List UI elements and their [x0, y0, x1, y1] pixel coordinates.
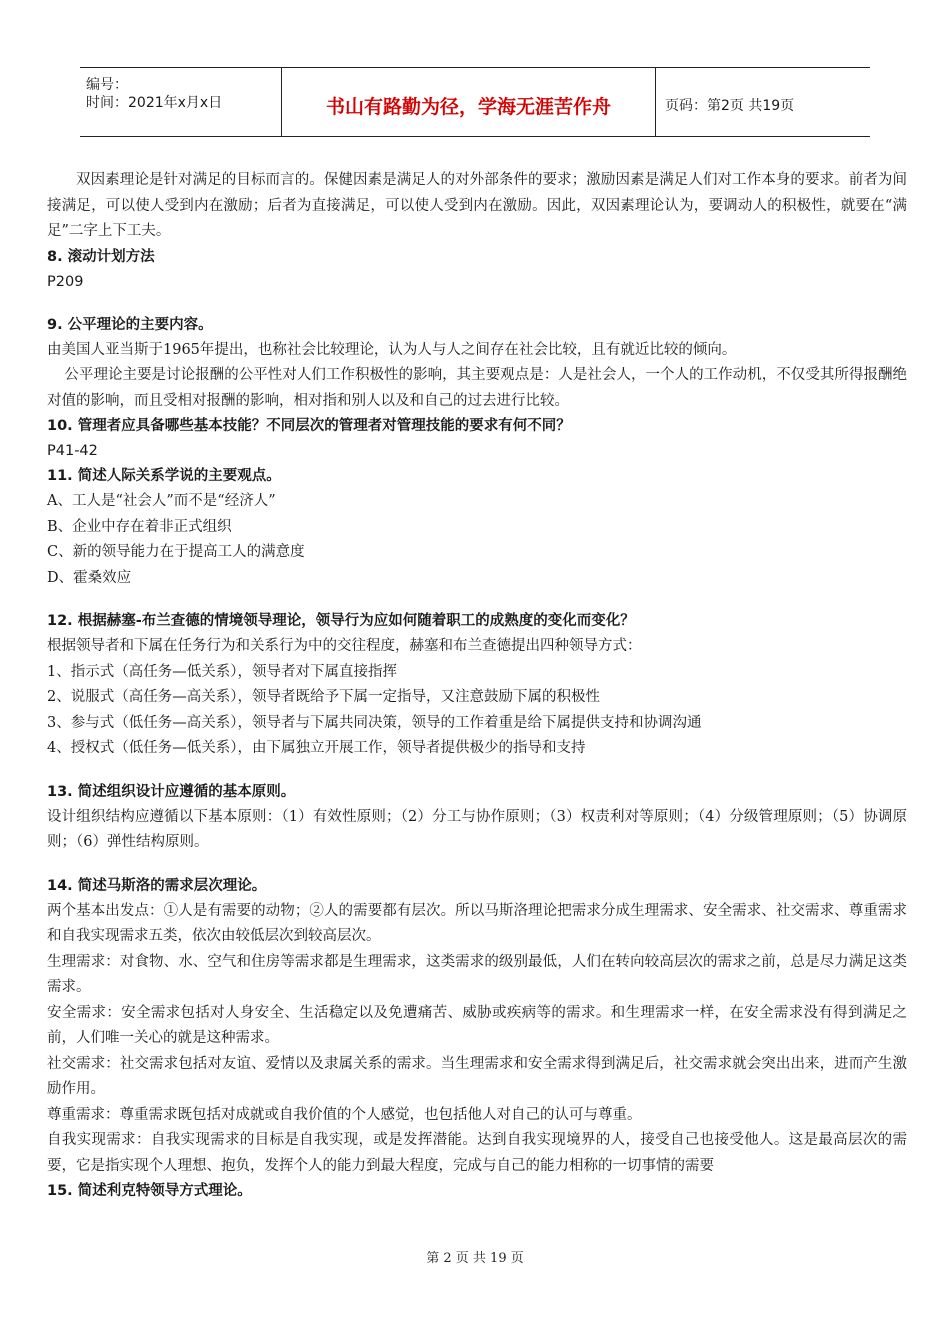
question-12-title: 12. 根据赫塞-布兰查德的情境领导理论，领导行为应如何随着职工的成熟度的变化而变化？	[47, 613, 635, 629]
question-9-paragraph-1: 由美国人亚当斯于1965年提出，也称社会比较理论，认为人与人之间存在社会比较，且有就近比较的倾向。	[47, 341, 737, 358]
question-12-intro: 根据领导者和下属在任务行为和关系行为中的交往程度，赫塞和布兰查德提出四种领导方式：	[47, 638, 642, 654]
page-footer: 第 2 页 共 19 页	[426, 1251, 524, 1266]
maslow-paragraph: 社交需求：社交需求包括对友谊、爱情以及隶属关系的需求。当生理需求和安全需求得到满足后，社交需求就会突出出来，进而产生激励作用。	[47, 1055, 907, 1097]
header-right-cell	[655, 68, 870, 136]
maslow-paragraph: 生理需求：对食物、水、空气和住房等需求都是生理需求，这类需求的级别最低，人们在转向较高层次的需求之前，总是尽力满足这类需求。	[47, 953, 907, 995]
question-15-title: 15. 简述利克特领导方式理论。	[47, 1183, 252, 1199]
question-13-paragraph: 设计组织结构应遵循以下基本原则：（1）有效性原则；（2）分工与协作原则；（3）权责利对等原则；（4）分级管理原则；（5）协调原则；（6）弹性结构原则。	[47, 808, 907, 850]
maslow-paragraph: 自我实现需求：自我实现需求的目标是自我实现，或是发挥潜能。达到自我实现境界的人，接受自己也接受他人。这是最高层次的需要，它是指实现个人理想、抱负，发挥个人的能力到最大程度，完成与自己的能力相称的一切事情的需要	[47, 1132, 907, 1174]
header-table	[80, 67, 870, 137]
list-item: A、工人是“社会人”而不是“经济人”	[47, 493, 276, 509]
header-motto-cell	[281, 68, 656, 136]
question-8-reference: P209	[47, 273, 84, 290]
list-item: B、企业中存在着非正式组织	[47, 518, 232, 535]
time-label: 时间：2021年x月x日	[86, 95, 223, 111]
list-item: 4、授权式（低任务—低关系），由下属独立开展工作，领导者提供极少的指导和支持	[47, 740, 586, 756]
question-11-title: 11. 简述人际关系学说的主要观点。	[47, 468, 281, 484]
question-14-title: 14. 简述马斯洛的需求层次理论。	[47, 877, 267, 894]
question-10-title: 10. 管理者应具备哪些基本技能？不同层次的管理者对管理技能的要求有何不同？	[47, 418, 571, 434]
number-label: 编号：	[86, 77, 128, 93]
two-factor-paragraph: 双因素理论是针对满足的目标而言的。保健因素是满足人的对外部条件的要求；激励因素是满足人们对工作本身的要求。前者为间接满足，可以使人受到内在激励；后者为直接满足，可以使人受到内在激励。因此，双因素理论认为，要调动人的积极性，就要在“满足”二字上下工夫。	[47, 172, 907, 239]
list-item: 2、说服式（高任务—高关系），领导者既给予下属一定指导，又注意鼓励下属的积极性	[47, 689, 600, 705]
question-9-title: 9. 公平理论的主要内容。	[47, 316, 213, 333]
list-item: 3、参与式（低任务—高关系），领导者与下属共同决策，领导的工作着重是给下属提供支持和协调沟通	[47, 714, 702, 731]
document-body	[47, 168, 907, 1204]
question-13-title: 13. 简述组织设计应遵循的基本原则。	[47, 783, 296, 800]
maslow-paragraph: 尊重需求：尊重需求既包括对成就或自我价值的个人感觉，也包括他人对自己的认可与尊重。	[47, 1106, 642, 1123]
page-info: 页码：第2页 共19页	[665, 98, 795, 114]
header-left-cell	[80, 68, 280, 136]
maslow-paragraph: 安全需求：安全需求包括对人身安全、生活稳定以及免遭痛苦、威胁或疾病等的需求。和生理需求一样，在安全需求没有得到满足之前，人们唯一关心的就是这种需求。	[47, 1004, 907, 1046]
list-item: 1、指示式（高任务—低关系），领导者对下属直接指挥	[47, 663, 397, 680]
question-9-paragraph-2: 公平理论主要是讨论报酬的公平性对人们工作积极性的影响，其主要观点是：人是社会人，一个人的工作动机，不仅受其所得报酬绝对值的影响，而且受相对报酬的影响，相对指和别人以及和自己的过去进行比较。	[47, 367, 907, 409]
list-item: D、霍桑效应	[47, 569, 132, 586]
question-10-reference: P41-42	[47, 443, 98, 459]
list-item: C、新的领导能力在于提高工人的满意度	[47, 544, 305, 560]
maslow-paragraph: 两个基本出发点：①人是有需要的动物；②人的需要都有层次。所以马斯洛理论把需求分成生理需求、安全需求、社交需求、尊重需求和自我实现需求五类，依次由较低层次到较高层次。	[47, 902, 907, 944]
question-8-title: 8. 滚动计划方法	[47, 248, 155, 265]
motto-text: 书山有路勤为径，学海无涯苦作舟	[325, 96, 611, 118]
